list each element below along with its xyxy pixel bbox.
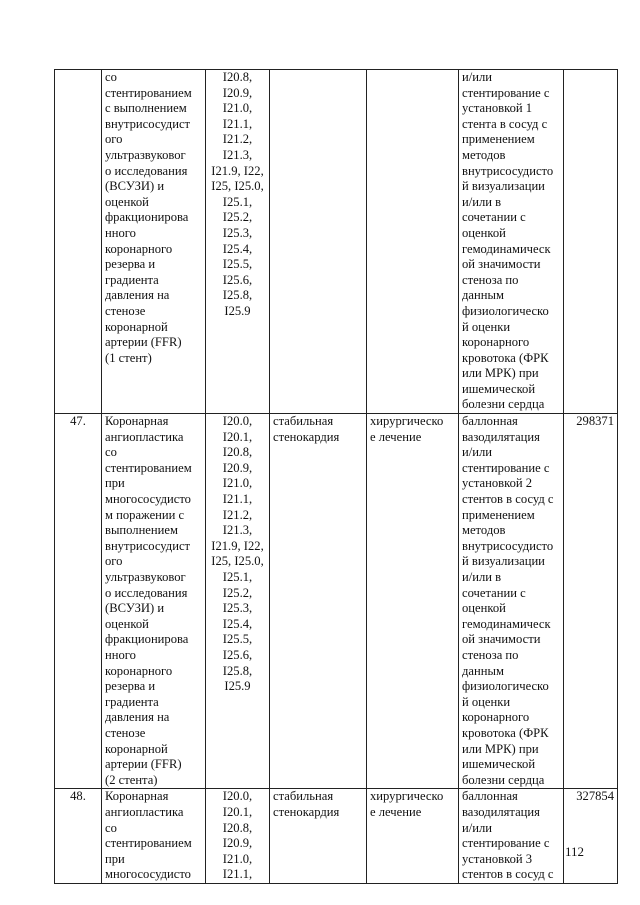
- icd-codes-line: I25.4,: [222, 241, 253, 256]
- icd-codes-line: I21.3,: [222, 147, 253, 162]
- procedure-name-line: Коронарная: [105, 789, 169, 804]
- icd-codes-line: I20.1,: [222, 804, 253, 819]
- procedure-name-line: ангиопластика: [105, 804, 184, 819]
- procedures-table: [54, 69, 618, 884]
- procedure-name-line: выполнением: [105, 523, 178, 538]
- procedure-name-line: коронарного: [105, 241, 173, 256]
- icd-codes-line: I25.2,: [222, 210, 253, 225]
- procedure-name-line: резерва и: [105, 679, 156, 694]
- icd-codes-line: I20.9,: [222, 85, 253, 100]
- treatment-method-line: ишемической: [462, 381, 536, 396]
- icd-codes-line: I21.0,: [222, 851, 253, 866]
- treatment-method-cell: [459, 414, 564, 789]
- icd-codes-line: I25.4,: [222, 616, 253, 631]
- page-number: 112: [565, 844, 585, 859]
- procedure-name-line: (1 стент): [105, 350, 152, 365]
- procedure-name-line: ультразвуковог: [105, 570, 186, 584]
- treatment-method-line: установкой 2: [462, 476, 533, 491]
- procedure-name-line: о исследования: [105, 163, 188, 178]
- treatment-method-line: внутрисосудисто: [462, 163, 554, 178]
- treatment-method-line: методов: [462, 147, 506, 162]
- icd-codes-line: I21.9, I22,: [211, 538, 264, 553]
- treatment-method-line: коронарного: [462, 710, 530, 725]
- treatment-method-line: физиологическо: [462, 679, 549, 694]
- icd-codes-line: I25.8,: [222, 288, 253, 303]
- icd-codes-line: I25.8,: [222, 663, 253, 678]
- treatment-type-cell: [367, 414, 459, 789]
- price: 298371: [576, 414, 614, 429]
- procedure-name-line: стенозе: [105, 725, 146, 740]
- procedure-name-line: градиента: [105, 272, 159, 287]
- treatment-method-line: й оценки: [462, 319, 511, 334]
- treatment-type-cell: [367, 70, 459, 414]
- price-cell: [564, 414, 618, 789]
- procedure-name-line: при: [105, 851, 125, 866]
- treatment-method-line: методов: [462, 523, 506, 538]
- treatment-method-line: оценкой: [462, 601, 506, 616]
- icd-codes-line: I25.1,: [222, 194, 253, 209]
- treatment-method-line: гемодинамическ: [462, 241, 551, 256]
- treatment-method-line: оценкой: [462, 225, 506, 240]
- icd-codes-line: I25.3,: [222, 601, 253, 616]
- treatment-method-line: стеноза по: [462, 272, 519, 287]
- icd-codes-line: I21.1,: [222, 867, 253, 882]
- treatment-method-line: баллонная: [462, 414, 518, 429]
- price: 327854: [576, 789, 614, 804]
- treatment-method-line: и/или: [462, 445, 493, 460]
- icd-codes-line: I21.1,: [222, 492, 253, 507]
- icd-codes-line: I20.0,: [222, 789, 253, 804]
- treatment-method-line: кровотока (ФРК: [462, 725, 549, 740]
- treatment-method-line: данным: [462, 663, 504, 678]
- treatment-method-cell: [459, 70, 564, 414]
- diagnosis-cell: [270, 70, 367, 414]
- icd-codes-line: I25.9: [224, 303, 251, 318]
- icd-codes-line: I20.9,: [222, 836, 253, 851]
- table-row: [55, 789, 618, 884]
- treatment-method-line: стентирование с: [462, 460, 550, 475]
- treatment-method-line: болезни сердца: [462, 772, 545, 787]
- procedure-name-line: (ВСУЗИ) и: [105, 601, 165, 616]
- icd-codes-line: I21.2,: [222, 132, 253, 147]
- treatment-method-line: ой значимости: [462, 257, 541, 272]
- procedure-name-line: стентированием: [105, 85, 192, 100]
- treatment-method-line: стеноза по: [462, 647, 519, 662]
- table-row: [55, 70, 618, 414]
- icd-codes-line: I25.3,: [222, 225, 253, 240]
- icd-codes-line: I20.8,: [222, 445, 253, 460]
- treatment-type-cell: [367, 789, 459, 884]
- procedure-name-line: о исследования: [105, 585, 188, 600]
- treatment-method-line: установкой 1: [462, 101, 533, 116]
- icd-codes-line: I21.0,: [222, 101, 253, 116]
- procedure-name-line: резерва и: [105, 257, 156, 272]
- table-body: [55, 70, 618, 884]
- icd-codes-line: I20.8,: [222, 820, 253, 835]
- procedure-name-line: многососудисто: [105, 492, 191, 507]
- procedure-name-line: оценкой: [105, 194, 149, 209]
- icd-codes-cell: [206, 70, 270, 414]
- treatment-method-line: баллонная: [462, 789, 518, 804]
- treatment-method-line: стентирование с: [462, 85, 550, 100]
- procedure-name-line: м поражении с: [105, 507, 185, 522]
- treatment-method-line: ишемической: [462, 757, 536, 772]
- treatment-method-line: гемодинамическ: [462, 616, 551, 631]
- procedure-name-line: артерии (FFR): [105, 757, 182, 772]
- treatment-method-line: болезни сердца: [462, 397, 545, 412]
- price-cell: [564, 70, 618, 414]
- icd-codes-line: I21.0,: [222, 476, 253, 491]
- procedure-name-line: со: [105, 70, 117, 84]
- treatment-method-line: внутрисосудисто: [462, 538, 554, 553]
- treatment-method-line: вазодилятация: [462, 429, 540, 444]
- row-number-cell: [55, 414, 102, 789]
- procedure-name-line: ангиопластика: [105, 429, 184, 444]
- treatment-method-line: применением: [462, 132, 535, 147]
- icd-codes-line: I20.8,: [222, 70, 253, 84]
- procedure-name-line: ого: [105, 554, 123, 569]
- procedure-name-line: давления на: [105, 288, 170, 303]
- treatment-type-line: хирургическо: [370, 789, 444, 804]
- procedure-name-line: ультразвуковог: [105, 147, 186, 162]
- icd-codes-line: I25.9: [224, 679, 251, 694]
- treatment-method-line: и/или: [462, 820, 493, 835]
- procedure-name-cell: [102, 789, 206, 884]
- treatment-method-line: й оценки: [462, 694, 511, 709]
- treatment-method-line: физиологическо: [462, 303, 549, 318]
- icd-codes-cell: [206, 789, 270, 884]
- treatment-method-line: кровотока (ФРК: [462, 350, 549, 365]
- icd-codes-cell: [206, 414, 270, 789]
- treatment-type-line: е лечение: [370, 429, 422, 444]
- icd-codes-line: I20.1,: [222, 429, 253, 444]
- icd-codes-line: I21.9, I22,: [211, 163, 264, 178]
- procedure-name-line: стенозе: [105, 303, 146, 318]
- treatment-method-line: стентирование с: [462, 836, 550, 851]
- procedure-name-line: стентированием: [105, 460, 192, 475]
- procedure-name-line: внутрисосудист: [105, 538, 191, 553]
- icd-codes-line: I21.1,: [222, 116, 253, 131]
- procedure-name-line: стентированием: [105, 836, 192, 851]
- treatment-method-line: сочетании с: [462, 210, 526, 225]
- icd-codes-line: I25, I25.0,: [211, 179, 264, 194]
- treatment-method-line: установкой 3: [462, 851, 533, 866]
- procedure-name-cell: [102, 70, 206, 414]
- procedure-name-line: нного: [105, 647, 136, 662]
- treatment-method-line: стента в сосуд с: [462, 116, 548, 131]
- procedure-name-line: давления на: [105, 710, 170, 725]
- procedure-name-line: оценкой: [105, 616, 149, 631]
- icd-codes-line: I25.5,: [222, 257, 253, 272]
- procedure-name-line: многососудисто: [105, 867, 191, 882]
- treatment-method-line: данным: [462, 288, 504, 303]
- treatment-method-line: стентов в сосуд с: [462, 867, 554, 882]
- procedure-name-line: нного: [105, 225, 136, 240]
- procedure-name-line: ого: [105, 132, 123, 147]
- procedure-name-line: артерии (FFR): [105, 335, 182, 350]
- row-number-cell: [55, 70, 102, 414]
- treatment-method-line: вазодилятация: [462, 804, 540, 819]
- treatment-method-line: коронарного: [462, 335, 530, 350]
- price-cell: [564, 789, 618, 884]
- treatment-method-line: и/или: [462, 70, 493, 84]
- procedure-name-line: градиента: [105, 694, 159, 709]
- treatment-method-line: или МРК) при: [462, 741, 539, 756]
- treatment-type-line: е лечение: [370, 804, 422, 819]
- row-number: 47.: [70, 414, 86, 429]
- procedure-name-line: с выполнением: [105, 101, 187, 116]
- icd-codes-line: I25.6,: [222, 272, 253, 287]
- icd-codes-line: I25.1,: [222, 570, 253, 584]
- icd-codes-line: I25.5,: [222, 632, 253, 647]
- procedure-name-line: (ВСУЗИ) и: [105, 179, 165, 194]
- diagnosis-cell: [270, 414, 367, 789]
- treatment-method-line: применением: [462, 507, 535, 522]
- diagnosis-cell: [270, 789, 367, 884]
- icd-codes-line: I25.6,: [222, 647, 253, 662]
- treatment-method-line: й визуализации: [462, 554, 545, 569]
- icd-codes-line: I25, I25.0,: [211, 554, 264, 569]
- treatment-method-line: стентов в сосуд с: [462, 492, 554, 507]
- icd-codes-line: I25.2,: [222, 585, 253, 600]
- icd-codes-line: I20.9,: [222, 460, 253, 475]
- procedure-name-line: внутрисосудист: [105, 116, 191, 131]
- diagnosis-line: стенокардия: [273, 429, 340, 444]
- procedure-name-line: коронарного: [105, 663, 173, 678]
- icd-codes-line: I20.0,: [222, 414, 253, 429]
- procedure-name-line: со: [105, 445, 117, 460]
- treatment-method-line: или МРК) при: [462, 366, 539, 381]
- procedure-name-line: при: [105, 476, 125, 491]
- treatment-type-line: хирургическо: [370, 414, 444, 429]
- treatment-method-line: й визуализации: [462, 179, 545, 194]
- procedure-name-cell: [102, 414, 206, 789]
- procedure-name-line: коронарной: [105, 741, 168, 756]
- diagnosis-line: стабильная: [273, 414, 334, 429]
- row-number: 48.: [70, 789, 86, 804]
- procedure-name-line: фракционирова: [105, 210, 189, 225]
- diagnosis-line: стенокардия: [273, 804, 340, 819]
- treatment-method-line: ой значимости: [462, 632, 541, 647]
- table-row: [55, 414, 618, 789]
- treatment-method-cell: [459, 789, 564, 884]
- treatment-method-line: и/или в: [462, 194, 502, 209]
- icd-codes-line: I21.2,: [222, 507, 253, 522]
- diagnosis-line: стабильная: [273, 789, 334, 804]
- procedure-name-line: (2 стента): [105, 772, 158, 787]
- row-number-cell: [55, 789, 102, 884]
- procedure-name-line: коронарной: [105, 319, 168, 334]
- treatment-method-line: сочетании с: [462, 585, 526, 600]
- procedure-name-line: Коронарная: [105, 414, 169, 429]
- treatment-method-line: и/или в: [462, 570, 502, 584]
- procedure-name-line: фракционирова: [105, 632, 189, 647]
- icd-codes-line: I21.3,: [222, 523, 253, 538]
- procedure-name-line: со: [105, 820, 117, 835]
